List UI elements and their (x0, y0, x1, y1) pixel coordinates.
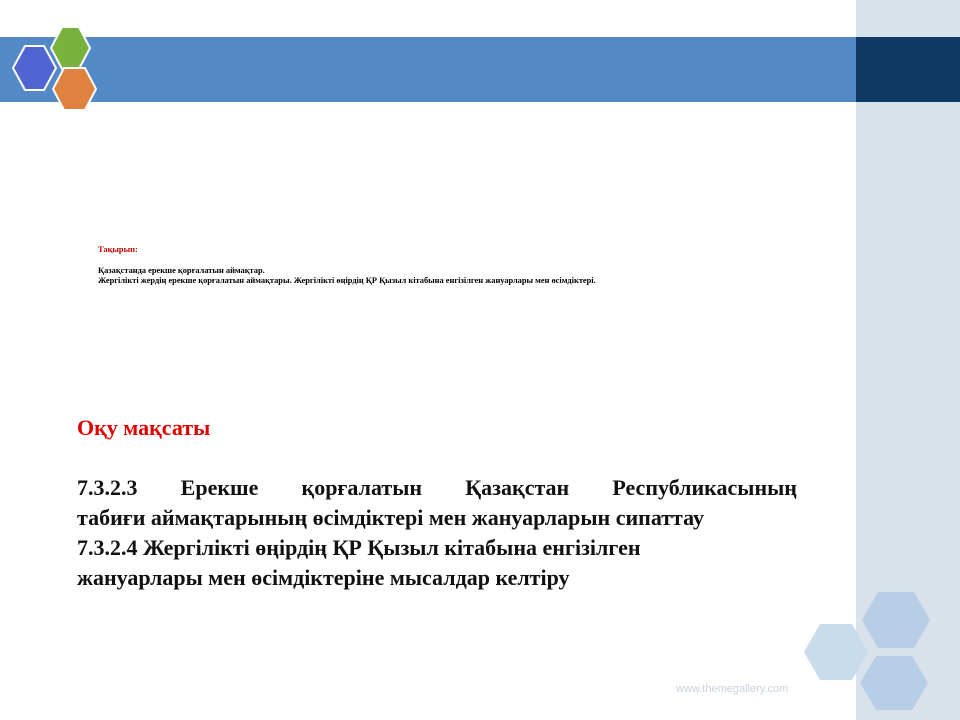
header-band (0, 37, 856, 102)
hexagon-orange-icon (53, 68, 96, 110)
topic-label: Тақырып: (98, 245, 138, 254)
header-band-accent (856, 37, 960, 102)
objective-line: жануарлары мен өсімдіктеріне мысалдар келтіру (77, 565, 570, 590)
topic-line: Қазақстанда ерекше қорғалатын аймақтар. (98, 265, 265, 275)
objective-line: табиғи аймақтарының өсімдіктері мен жануарларын сипаттау (77, 505, 705, 530)
topic-line: Жергілікті жердің ерекше қорғалатын аймақтары. Жергілікті өңірдің ҚР Қызыл кітабына енгізілген жануарлары мен өсімдіктері. (98, 276, 596, 285)
objective-line: 7.3.2.4 Жергілікті өңірдің ҚР Қызыл кітабына енгізілген (77, 535, 641, 560)
goals-title: Оқу мақсаты (77, 415, 211, 440)
objective-line: 7.3.2.3 Ерекше қорғалатын Қазақстан Республикасының (77, 475, 797, 500)
hexagon-logo-icon (0, 10, 120, 130)
hexagon-blue-icon (13, 46, 56, 90)
footer-watermark: www.themegallery.com (676, 683, 789, 695)
topic-block (98, 245, 798, 287)
learning-goals (77, 413, 857, 593)
hexagon-green-icon (51, 27, 90, 69)
decorative-hexagons-icon (800, 585, 940, 720)
